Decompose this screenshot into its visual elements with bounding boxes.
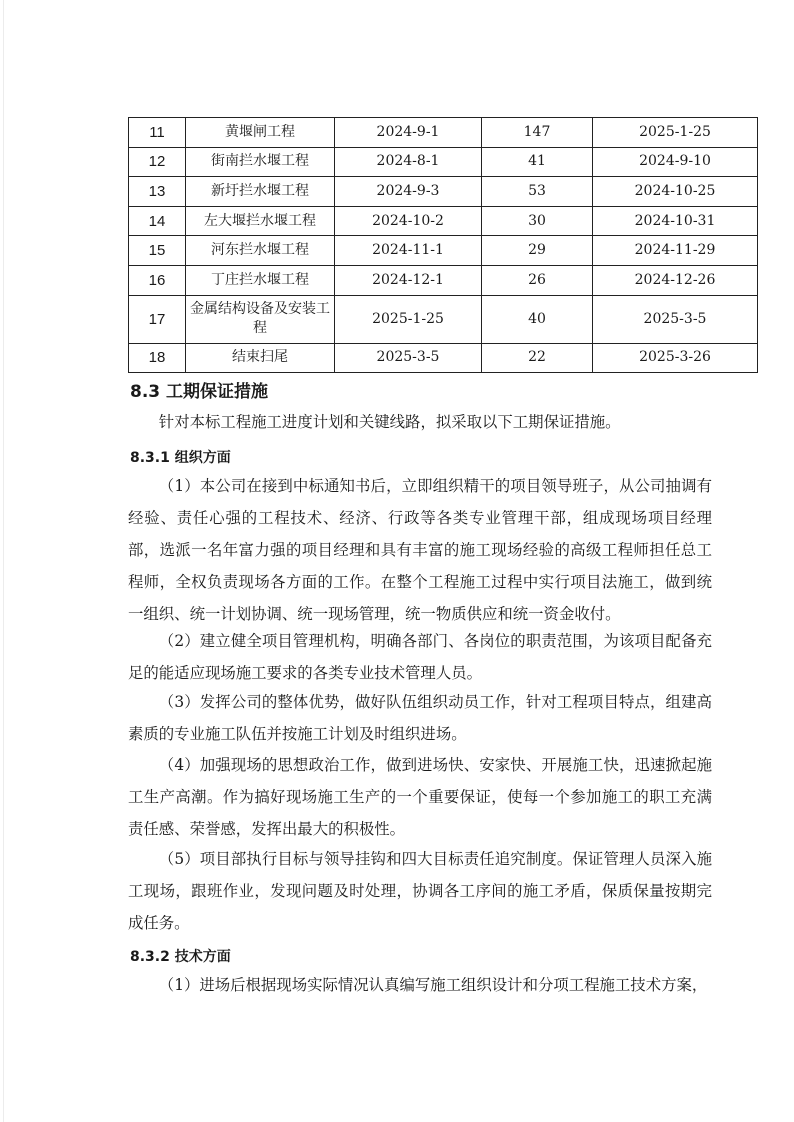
start-date-cell: 2024-12-1 [335,265,482,295]
duration-days-cell: 53 [482,177,593,207]
project-name-cell: 新圩拦水堰工程 [186,177,335,207]
table-row [129,147,758,177]
table-row [129,236,758,266]
duration-days-cell: 30 [482,206,593,236]
row-number-cell: 17 [129,295,186,343]
end-date-cell: 2024-12-26 [593,265,758,295]
end-date-cell: 2024-9-10 [593,147,758,177]
section-heading: 8.3 工期保证措施 [130,382,269,402]
end-date-cell: 2025-1-25 [593,118,758,148]
table-row [129,206,758,236]
duration-days-cell: 147 [482,118,593,148]
duration-days-cell: 40 [482,295,593,343]
project-name-cell: 丁庄拦水堰工程 [186,265,335,295]
row-number-cell: 13 [129,177,186,207]
section-intro: 针对本标工程施工进度计划和关键线路，拟采取以下工期保证措施。 [158,413,621,431]
row-number-cell: 18 [129,343,186,373]
row-number-cell: 14 [129,206,186,236]
tech-heading: 8.3.2 技术方面 [130,949,231,965]
row-number-cell: 16 [129,265,186,295]
start-date-cell: 2025-3-5 [335,343,482,373]
table-row [129,265,758,295]
end-date-cell: 2024-10-25 [593,177,758,207]
table-row [129,343,758,373]
project-name-cell: 结束扫尾 [186,343,335,373]
start-date-cell: 2024-8-1 [335,147,482,177]
org-paragraph-2: （2）建立健全项目管理机构，明确各部门、各岗位的职责范围，为该项目配备充足的能适应现场施工要求的各类专业技术管理人员。 [128,632,712,682]
project-name-cell: 金属结构设备及安装工程 [186,295,335,343]
end-date-cell: 2024-10-31 [593,206,758,236]
project-name-cell: 街南拦水堰工程 [186,147,335,177]
scan-edge-line [3,0,4,1122]
project-name-cell: 河东拦水堰工程 [186,236,335,266]
tech-paragraph-1: （1）进场后根据现场实际情况认真编写施工组织设计和分项工程施工技术方案， [158,976,708,994]
project-name-cell: 黄堰闸工程 [186,118,335,148]
row-number-cell: 15 [129,236,186,266]
org-paragraph-5: （5）项目部执行目标与领导挂钩和四大目标责任追究制度。保证管理人员深入施工现场，跟班作业，发现问题及时处理，协调各工序间的施工矛盾，保质保量按期完成任务。 [128,850,712,932]
start-date-cell: 2024-9-3 [335,177,482,207]
duration-days-cell: 41 [482,147,593,177]
duration-days-cell: 29 [482,236,593,266]
row-number-cell: 11 [129,118,186,148]
org-paragraph-1: （1）本公司在接到中标通知书后，立即组织精干的项目领导班子，从公司抽调有经验、责任心强的工程技术、经济、行政等各类专业管理干部，组成现场项目经理部，选派一名年富力强的项目经理和具有丰富的施工现场经验的高级工程师担任总工程师，全权负责现场各方面的工作。在整个工程施工过程中实行项目法施工，做到统一组织、统一计划协调、统一现场管理，统一物质供应和统一资金收付。 [128,477,712,623]
org-paragraph-4: （4）加强现场的思想政治工作，做到进场快、安家快、开展施工快，迅速掀起施工生产高潮。作为搞好现场施工生产的一个重要保证，使每一个参加施工的职工充满责任感、荣誉感，发挥出最大的积极性。 [128,756,712,838]
end-date-cell: 2025-3-5 [593,295,758,343]
table-row [129,118,758,148]
project-name-cell: 左大堰拦水堰工程 [186,206,335,236]
schedule-table [128,117,758,373]
table-row [129,295,758,343]
duration-days-cell: 22 [482,343,593,373]
end-date-cell: 2024-11-29 [593,236,758,266]
duration-days-cell: 26 [482,265,593,295]
start-date-cell: 2024-11-1 [335,236,482,266]
org-heading: 8.3.1 组织方面 [130,450,231,466]
start-date-cell: 2024-9-1 [335,118,482,148]
start-date-cell: 2024-10-2 [335,206,482,236]
org-paragraph-3: （3）发挥公司的整体优势，做好队伍组织动员工作，针对工程项目特点，组建高素质的专业施工队伍并按施工计划及时组织进场。 [128,693,712,743]
table-row [129,177,758,207]
end-date-cell: 2025-3-26 [593,343,758,373]
start-date-cell: 2025-1-25 [335,295,482,343]
row-number-cell: 12 [129,147,186,177]
